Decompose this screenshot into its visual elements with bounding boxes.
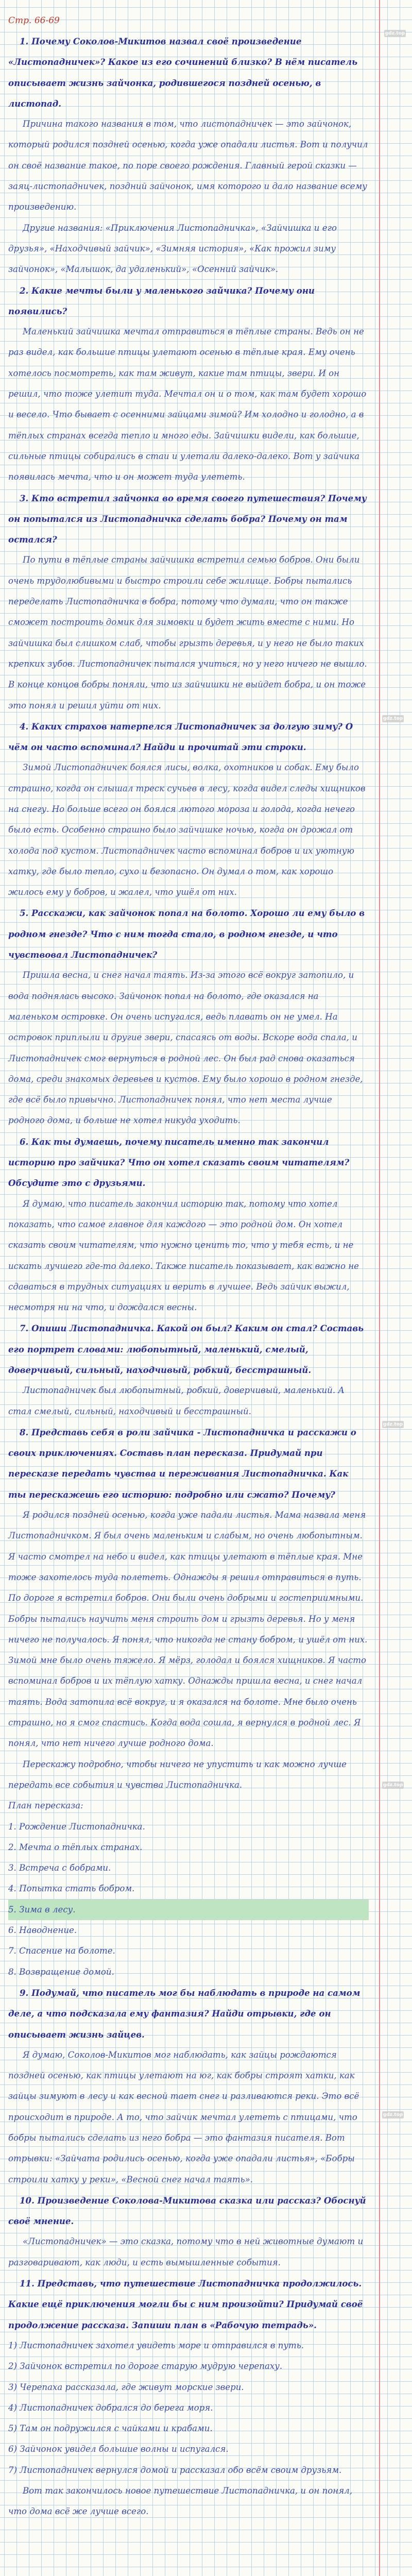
answer-4: Зимой Листопадничек боялся лисы, волка, охотников и собак. Ему было страшно, когда он слышал треск сучьев в лесу, когда видел следы хищников на снегу. Но больше всего он боялся лютого мороза и голода, когда нечего было есть. Особенно страшно было зайчишке ночью, когда он дрожал от холода под кустом. Листопадничек часто вспоминал бобров и их уютную хатку, где было тепло, сухо и безопасно. Он думал о том, как хорошо жилось ему у бобров, и жалел, что ушёл от них.	[8, 762, 366, 897]
watermark: gdz.top	[383, 1783, 403, 1788]
retelling-plan	[8, 1817, 369, 1982]
answer-11-ending: Вот так закончилось новое путешествие Листопадничка, и он понял, что дома всё же лучше всего.	[8, 2486, 353, 2517]
plan-item: 4) Листопадничек добрался до берега моря.	[8, 2402, 213, 2413]
answer-9: Я думаю, Соколов-Микитов мог наблюдать, как зайцы рождаются поздней осенью, как птицы улетают на юг, как бобры строят хатки, как зайцы зимуют в лесу и как весной тает снег и разливаются реки. Это всё происходит в природе. А то, что зайчик мечтал улететь с птицами, что бобры пытались сделать из него бобра — это фантазия писателя. Вот отрывки: «Зайчата родились осенью, когда уже опадали листья», «Бобры строили хатку у реки», «Весной снег начал таять».	[8, 2049, 359, 2184]
plan-item: 1. Рождение Листопадничка.	[8, 1821, 145, 1832]
plan-item: 7) Листопадничек вернулся домой и рассказал обо всём своим друзьям.	[8, 2465, 342, 2475]
question-11: 11. Представь, что путешествие Листопадничка продолжилось. Какие ещё приключения могли бы с ним произойти? Придумай своё продолжение рассказа. Запиши план в «Рабочую тетрадь».	[8, 2278, 363, 2330]
answer-2: Маленький зайчишка мечтал отправиться в тёплые страны. Ведь он не раз видел, как большие птицы улетают осенью в тёплые края. Ему очень хотелось посмотреть, как там живут, какие там птицы, звери. И он решил, что тоже улетит туда. Мечтал он и о том, как там будет хорошо и весело. Что бывает с осенними зайцами зимой? Им холодно и голодно, а в тёплых странах всегда тепло и много еды. Зайчишки видели, как большие, сильные птицы собирались в стаи и улетали далеко-далеко. Вот у зайчика появилась мечта, что и он может туда улететь.	[8, 327, 367, 482]
plan-heading: План пересказа:	[8, 1801, 83, 1811]
question-7: 7. Опиши Листопадничка. Какой он был? Каким он стал? Составь его портрет словами: любопытный, маленький, смелый, доверчивый, сильный, находчивый, робкий, бесстрашный.	[8, 1323, 364, 1375]
homework-text	[8, 10, 369, 2522]
plan-item: 3) Черепаха рассказала, где живут морские звери.	[8, 2382, 244, 2392]
question-8: 8. Представь себя в роли зайчика - Листопадничка и расскажи о своих приключениях. Составь план пересказа. Придумай при пересказе передать чувства и переживания Листопадничка. Как ты перескажешь его историю: подробно или сжато? Почему?	[8, 1427, 356, 1500]
answer-8-retelling: Я родился поздней осенью, когда уже падали листья. Мама назвала меня Листопадничком. Я был очень маленьким и слабым, но очень любопытным. Я часто смотрел на небо и видел, как птицы улетают в тёплые края. Мне тоже захотелось туда полететь. Однажды я решил отправиться в путь. По дороге я встретил бобров. Они были очень добрыми и гостеприимными. Бобры пытались научить меня строить дом и грызть деревья. Но у меня ничего не получалось. Я понял, что никогда не стану бобром, и ушёл от них. Зимой мне было очень тяжело. Я мёрз, голодал и боялся хищников. Я часто вспоминал бобров и их тёплую хатку. Однажды пришла весна, и снег начал таять. Вода затопила всё вокруг, и я оказался на болоте. Мне было очень страшно, но я смог спастись. Когда вода сошла, я вернулся в родной лес. Я понял, что нет ничего лучше родного дома.	[8, 1510, 368, 1749]
question-1: 1. Почему Соколов-Микитов назвал своё произведение «Листопадничек»? Какое из его сочинений близко? В нём писатель описывает жизнь зайчонка, родившегося поздней осенью, в листопад.	[8, 36, 358, 109]
page-reference: Стр. 66-69	[8, 15, 60, 26]
plan-item: 6) Зайчонок увидел большие волны и испугался.	[8, 2444, 229, 2454]
plan-item: 6. Наводнение.	[8, 1925, 77, 1936]
question-6: 6. Как ты думаешь, почему писатель именно так закончил историю про зайчика? Что он хотел сказать своим читателям? Обсудите это с друзьями.	[8, 1136, 350, 1189]
watermark: gdz.top	[383, 716, 403, 721]
answer-8-mode: Перескажу подробно, чтобы ничего не упустить и как можно лучше передать все события и чувства Листопадничка.	[8, 1759, 347, 1790]
answer-1-titles: Другие названия: «Приключения Листопадничка», «Зайчишка и его друзья», «Находчивый зайчик», «Зимняя история», «Как прожил зиму зайчонок», «Малышок, да удаленький», «Осенний зайчик».	[8, 223, 337, 275]
question-10: 10. Произведение Соколова-Микитова сказка или рассказ? Обоснуй своё мнение.	[8, 2195, 366, 2227]
plan-item: 5. Зима в лесу.	[8, 1900, 369, 1920]
question-5: 5. Расскажи, как зайчонок попал на болото. Хорошо ли ему было в родном гнезде? Что с ним тогда стало, в родном гнезде, и что чувствовал Листопадничек?	[8, 908, 365, 960]
question-3: 3. Кто встретил зайчонка во время своего путешествия? Почему он попытался из Листопадничка сделать бобра? Почему он там остался?	[8, 493, 367, 545]
plan-item: 1) Листопадничек захотел увидеть море и отправился в путь.	[8, 2340, 304, 2350]
watermark: gdz.top	[385, 31, 405, 36]
answer-1: Причина такого названия в том, что листопадничек — это зайчонок, который родился поздней осенью, когда уже опадали листья. Вот и получил он своё название такое, по поре своего рождения. Главный герой сказки — заяц-листопадничек, поздний зайчонок, имя которого и дало название всему произведению.	[8, 119, 368, 212]
plan-item: 7. Спасение на болоте.	[8, 1946, 115, 1956]
question-9: 9. Подумай, что писатель мог бы наблюдать в природе на самом деле, а что подсказала ему фантазия? Найди отрывки, где он описывает жизнь зайцев.	[8, 1987, 360, 2040]
plan-item: 8. Возвращение домой.	[8, 1967, 114, 1977]
plan-item: 2) Зайчонок встретил по дороге старую мудрую черепаху.	[8, 2361, 283, 2371]
answer-10: «Листопадничек» — это сказка, потому что в ней животные думают и разговаривают, как люди, и есть вымышленные события.	[8, 2236, 364, 2267]
answer-5: Пришла весна, и снег начал таять. Из-за этого всё вокруг затопило, и вода поднялась высоко. Зайчонок попал на болото, где оказался на маленьком островке. Он очень испугался, ведь плавать он не умел. На островок приплыли и другие звери, спасаясь от воды. Вскоре вода спала, и Листопадничек смог вернуться в родной лес. Он был рад снова оказаться дома, среди знакомых деревьев и кустов. Ему было хорошо в родном гнезде, где всё было привычно. Листопадничек понял, что нет места лучше родного дома, и больше не хотел никуда уходить.	[8, 970, 363, 1126]
plan-item: 2. Мечта о тёплых странах.	[8, 1842, 143, 1852]
question-2: 2. Какие мечты были у маленького зайчика? Почему они появились?	[8, 285, 315, 316]
answer-3: По пути в тёплые страны зайчишка встретил семью бобров. Они были очень трудолюбивыми и быстро строили себе жилище. Бобры пытались переделать Листопадничка в бобра, потому что думали, что он также сможет построить домик для зимовки и будет жить вместе с ними. Но зайчишка был слишком слаб, чтобы грызть деревья, и у него не было таких крепких зубов. Листопадничек пытался учиться, но у него ничего не вышло. В конце концов бобры поняли, что из зайчишки не выйдет бобра, и он тоже это понял и решил уйти от них.	[8, 555, 367, 710]
continuation-plan	[8, 2335, 369, 2481]
plan-item: 4. Попытка стать бобром.	[8, 1884, 135, 1894]
answer-6: Я думаю, что писатель закончил историю так, потому что хотел показать, что самое главное для каждого — это родной дом. Он хотел сказать своим читателям, что нужно ценить то, что у тебя есть, и не искать лучшего где-то далеко. Также писатель показывает, как важно не сдаваться в трудных ситуациях и верить в лучшее. Ведь зайчик выжил, несмотря ни на что, и дождался весны.	[8, 1198, 359, 1313]
answer-7: Листопадничек был любопытный, робкий, доверчивый, маленький. А стал смелый, сильный, находчивый и бесстрашный.	[8, 1385, 345, 1416]
question-4: 4. Каких страхов натерпелся Листопадничек за долгую зиму? О чём он часто вспоминал? Найди и прочитай эти строки.	[8, 721, 353, 753]
plan-item: 5) Там он подружился с чайками и крабами.	[8, 2424, 213, 2434]
watermark: gdz.top	[383, 2112, 403, 2117]
plan-item: 3. Встреча с бобрами.	[8, 1863, 111, 1873]
watermark: gdz.top	[383, 1422, 403, 1427]
